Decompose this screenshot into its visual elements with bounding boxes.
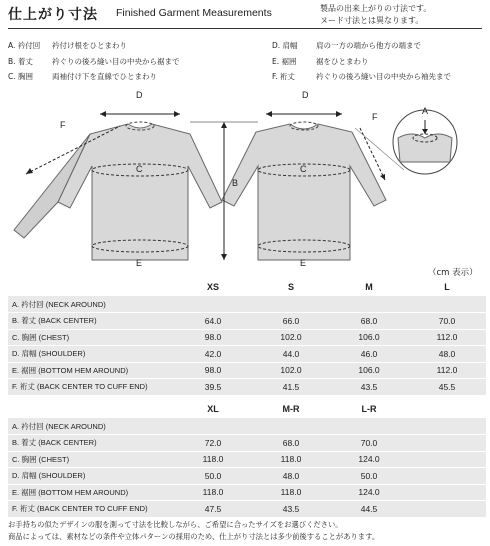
label-b: B bbox=[232, 178, 239, 188]
cell-value bbox=[408, 484, 486, 501]
page-title: 仕上がり寸法 bbox=[8, 7, 98, 23]
cell-value: 72.0 bbox=[174, 435, 252, 452]
size-column-header: M-R bbox=[282, 404, 300, 414]
cell-value: 48.0 bbox=[252, 468, 330, 485]
cell-value: 64.0 bbox=[174, 313, 252, 330]
legend-key: D. 肩幅 bbox=[272, 41, 298, 50]
table-row bbox=[8, 346, 486, 363]
cell-value: 50.0 bbox=[330, 468, 408, 485]
row-label: D. 肩幅 (SHOULDER) bbox=[8, 346, 174, 363]
cell-value: 118.0 bbox=[252, 451, 330, 468]
label-e-front: E bbox=[136, 258, 143, 268]
cell-value bbox=[408, 418, 486, 435]
size-column-header: XL bbox=[207, 404, 219, 414]
size-table-1 bbox=[8, 278, 486, 396]
cell-value: 66.0 bbox=[252, 313, 330, 330]
cell-value: 48.0 bbox=[408, 346, 486, 363]
table-row bbox=[8, 379, 486, 396]
label-d-back: D bbox=[302, 90, 309, 100]
cell-value: 44.0 bbox=[252, 346, 330, 363]
garment-diagram bbox=[0, 82, 490, 276]
legend-item bbox=[8, 54, 180, 70]
table-row bbox=[8, 313, 486, 330]
cell-value: 39.5 bbox=[174, 379, 252, 396]
cell-value bbox=[408, 296, 486, 313]
cell-value: 45.5 bbox=[408, 379, 486, 396]
table-row bbox=[8, 418, 486, 435]
cell-value: 102.0 bbox=[252, 329, 330, 346]
cell-value: 70.0 bbox=[408, 313, 486, 330]
legend-item bbox=[272, 38, 451, 54]
label-e-back: E bbox=[300, 258, 307, 268]
cell-value: 43.5 bbox=[330, 379, 408, 396]
legend-item bbox=[272, 54, 451, 70]
cell-value: 118.0 bbox=[174, 451, 252, 468]
label-d-front: D bbox=[136, 90, 143, 100]
cell-value bbox=[408, 468, 486, 485]
footer-line: 商品によっては、素材などの条件や立体パターンの採用のため、仕上がり寸法とは多少前後することがあります。 bbox=[8, 532, 380, 541]
header-note-line: ヌード寸法とは異なります。 bbox=[320, 16, 424, 25]
cell-value: 43.5 bbox=[252, 501, 330, 518]
legend-desc: 衿付け根をひとまわり bbox=[52, 41, 127, 50]
table-header-blank bbox=[8, 278, 174, 296]
cell-value: 106.0 bbox=[330, 362, 408, 379]
label-a: A bbox=[422, 106, 429, 116]
row-label: E. 裾囲 (BOTTOM HEM AROUND) bbox=[8, 362, 174, 379]
table-row bbox=[8, 451, 486, 468]
label-f-back: F bbox=[372, 112, 378, 122]
size-column-header: L bbox=[444, 282, 450, 292]
cell-value: 118.0 bbox=[174, 484, 252, 501]
label-f-front: F bbox=[60, 120, 66, 130]
cell-value: 102.0 bbox=[252, 362, 330, 379]
legend-key: A. 衿付回 bbox=[8, 41, 41, 50]
cell-value bbox=[408, 435, 486, 452]
cell-value: 70.0 bbox=[330, 435, 408, 452]
cell-value: 112.0 bbox=[408, 329, 486, 346]
legend-key: B. 着丈 bbox=[8, 56, 33, 66]
title-bar bbox=[0, 0, 490, 30]
table-row bbox=[8, 329, 486, 346]
unit-label: （cm 表示） bbox=[428, 268, 478, 278]
cell-value bbox=[174, 296, 252, 313]
row-label: B. 着丈 (BACK CENTER) bbox=[8, 435, 174, 452]
cell-value: 106.0 bbox=[330, 329, 408, 346]
size-column-header: XS bbox=[206, 282, 219, 292]
row-label: F. 裄丈 (BACK CENTER TO CUFF END) bbox=[8, 501, 174, 518]
cell-value: 98.0 bbox=[174, 329, 252, 346]
cell-value: 47.5 bbox=[174, 501, 252, 518]
row-label: C. 胸囲 (CHEST) bbox=[8, 329, 174, 346]
cell-value: 41.5 bbox=[252, 379, 330, 396]
legend-left bbox=[8, 38, 180, 85]
cell-value: 42.0 bbox=[174, 346, 252, 363]
title-divider bbox=[8, 28, 482, 29]
row-label: F. 裄丈 (BACK CENTER TO CUFF END) bbox=[8, 379, 174, 396]
table-row bbox=[8, 484, 486, 501]
cell-value bbox=[252, 296, 330, 313]
cell-value: 118.0 bbox=[252, 484, 330, 501]
table-row bbox=[8, 435, 486, 452]
legend-key: C. 胸囲 bbox=[8, 72, 34, 81]
row-label: B. 着丈 (BACK CENTER) bbox=[8, 313, 174, 330]
size-column-header: L-R bbox=[361, 404, 377, 414]
footer-line: お手持ちの似たデザインの服を測って寸法を比較しながら、ご希望に合ったサイズをお選びください。 bbox=[8, 520, 343, 529]
table-row bbox=[8, 362, 486, 379]
header-note bbox=[320, 3, 431, 27]
table-row bbox=[8, 501, 486, 518]
row-label: E. 裾囲 (BOTTOM HEM AROUND) bbox=[8, 484, 174, 501]
cell-value: 50.0 bbox=[174, 468, 252, 485]
legend-key: E. 裾囲 bbox=[272, 56, 297, 66]
cell-value: 112.0 bbox=[408, 362, 486, 379]
cell-value: 98.0 bbox=[174, 362, 252, 379]
size-column-header: S bbox=[287, 282, 294, 292]
cell-value bbox=[408, 451, 486, 468]
footer-note bbox=[8, 519, 379, 543]
legend-item bbox=[8, 38, 180, 54]
cell-value: 68.0 bbox=[252, 435, 330, 452]
cell-value bbox=[252, 418, 330, 435]
row-label: A. 衿付回 (NECK AROUND) bbox=[8, 296, 174, 313]
legend-right bbox=[272, 38, 451, 85]
size-table-2 bbox=[8, 400, 486, 518]
size-column-header: M bbox=[365, 282, 373, 292]
label-c-front: C bbox=[136, 164, 143, 174]
header-note-line: 製品の出来上がりの寸法です。 bbox=[320, 4, 432, 13]
table-header-row bbox=[8, 400, 486, 418]
cell-value: 68.0 bbox=[330, 313, 408, 330]
cell-value bbox=[174, 418, 252, 435]
row-label: D. 肩幅 (SHOULDER) bbox=[8, 468, 174, 485]
cell-value: 44.5 bbox=[330, 501, 408, 518]
table-header-row bbox=[8, 278, 486, 296]
page-title-english: Finished Garment Measurements bbox=[116, 7, 272, 19]
size-column-header bbox=[408, 400, 486, 418]
cell-value: 46.0 bbox=[330, 346, 408, 363]
cell-value bbox=[330, 418, 408, 435]
legend-desc: 衿ぐりの後ろ縫い目の中央から袖先まで bbox=[316, 72, 451, 81]
garment-illustration bbox=[0, 82, 490, 276]
legend-desc: 肩の一方の端から他方の端まで bbox=[316, 41, 421, 50]
row-label: A. 衿付回 (NECK AROUND) bbox=[8, 418, 174, 435]
table-row bbox=[8, 468, 486, 485]
cell-value bbox=[408, 501, 486, 518]
legend-desc: 衿ぐりの後ろ縫い目の中央から裾まで bbox=[52, 56, 180, 66]
label-c-back: C bbox=[300, 164, 307, 174]
legend-key: F. 裄丈 bbox=[272, 72, 295, 81]
table-row bbox=[8, 296, 486, 313]
legend-desc: 両袖付け下を直線でひとまわり bbox=[52, 72, 157, 81]
row-label: C. 胸囲 (CHEST) bbox=[8, 451, 174, 468]
table-header-blank bbox=[8, 400, 174, 418]
legend-desc: 裾をひとまわり bbox=[316, 56, 369, 66]
cell-value: 124.0 bbox=[330, 484, 408, 501]
cell-value bbox=[330, 296, 408, 313]
cell-value: 124.0 bbox=[330, 451, 408, 468]
